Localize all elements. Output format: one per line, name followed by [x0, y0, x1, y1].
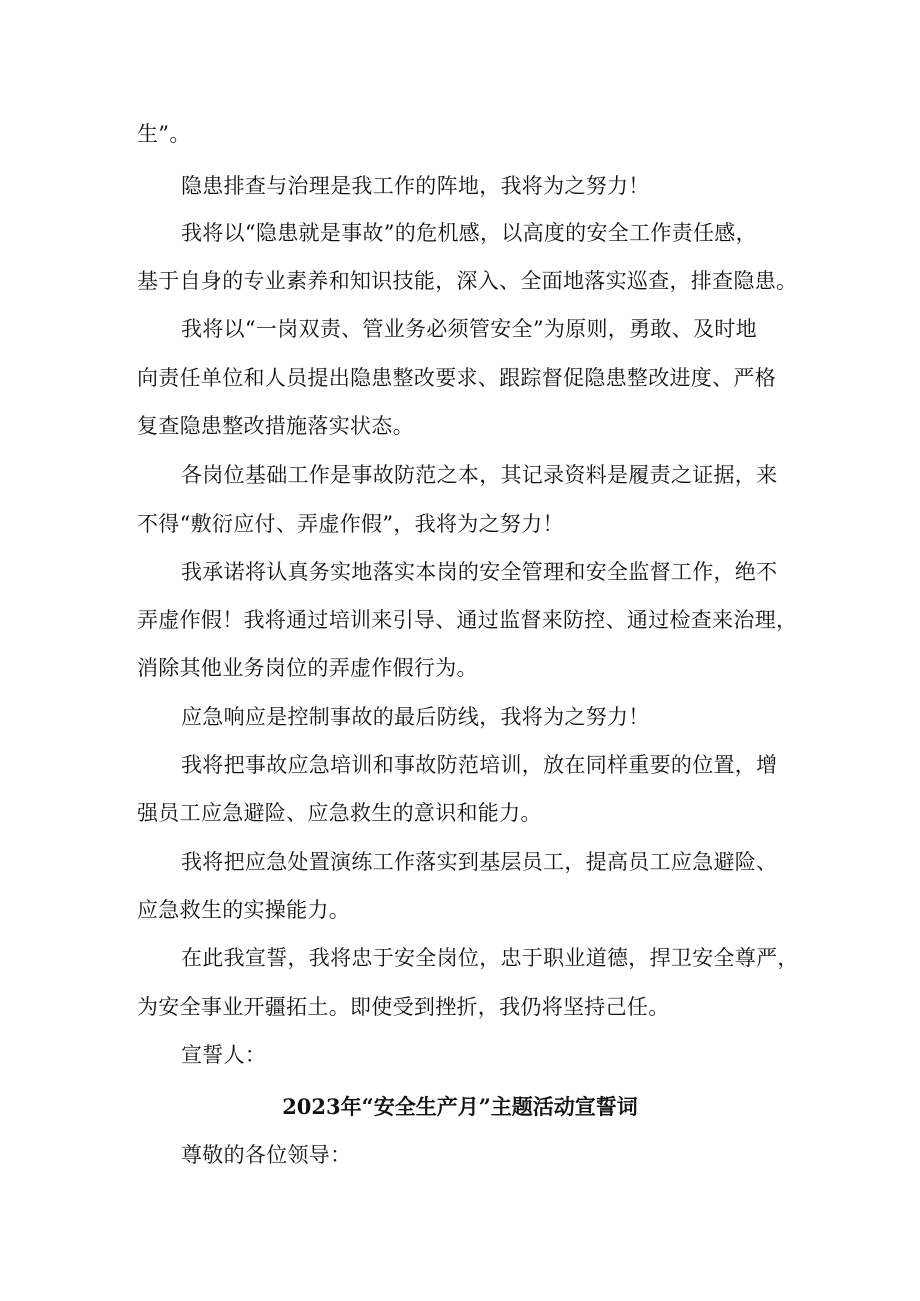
- text-line: 弄虚作假！我将通过培训来引导、通过监督来防控、通过检查来治理，: [137, 608, 798, 632]
- salutation: 尊敬的各位领导：: [181, 1143, 352, 1167]
- text-line: 我承诺将认真务实地落实本岗的安全管理和安全监督工作，绝不: [181, 560, 778, 584]
- paragraph-heading: 隐患排查与治理是我工作的阵地，我将为之努力！: [181, 174, 650, 198]
- section-title: 2023年“安全生产月”主题活动宣誓词: [282, 1094, 638, 1119]
- text-line: 为安全事业开疆拓土。即使受到挫折，我仍将坚持己任。: [137, 995, 670, 1019]
- text-line: 我将把事故应急培训和事故防范培训，放在同样重要的位置，增: [181, 753, 778, 777]
- text-line: 我将以“隐患就是事故”的危机感，以高度的安全工作责任感，: [181, 221, 757, 245]
- text-line: 不得“敷衍应付、弄虚作假”，我将为之努力！: [137, 512, 564, 536]
- text-line: 向责任单位和人员提出隐患整改要求、跟踪督促隐患整改进度、严格: [137, 366, 776, 390]
- text-line: 消除其他业务岗位的弄虚作假行为。: [137, 656, 478, 680]
- paragraph-heading: 应急响应是控制事故的最后防线，我将为之努力！: [181, 705, 650, 729]
- text-line: 各岗位基础工作是事故防范之本，其记录资料是履责之证据，来: [181, 463, 778, 487]
- text-line: 应急救生的实操能力。: [137, 898, 350, 922]
- text-line: 强员工应急避险、应急救生的意识和能力。: [137, 801, 542, 825]
- text-line: 我将以“一岗双责、管业务必须管安全”为原则，勇敢、及时地: [181, 317, 757, 341]
- text-line: 在此我宣誓，我将忠于安全岗位，忠于职业道德，捍卫安全尊严，: [181, 946, 799, 970]
- text-line: 基于自身的专业素养和知识技能，深入、全面地落实巡查，排查隐患。: [137, 269, 798, 293]
- text-line: 生”。: [137, 122, 191, 146]
- text-line: 复查隐患整改措施落实状态。: [137, 414, 414, 438]
- text-line: 我将把应急处置演练工作落实到基层员工，提高员工应急避险、: [181, 850, 778, 874]
- signatory-label: 宣誓人：: [181, 1043, 267, 1067]
